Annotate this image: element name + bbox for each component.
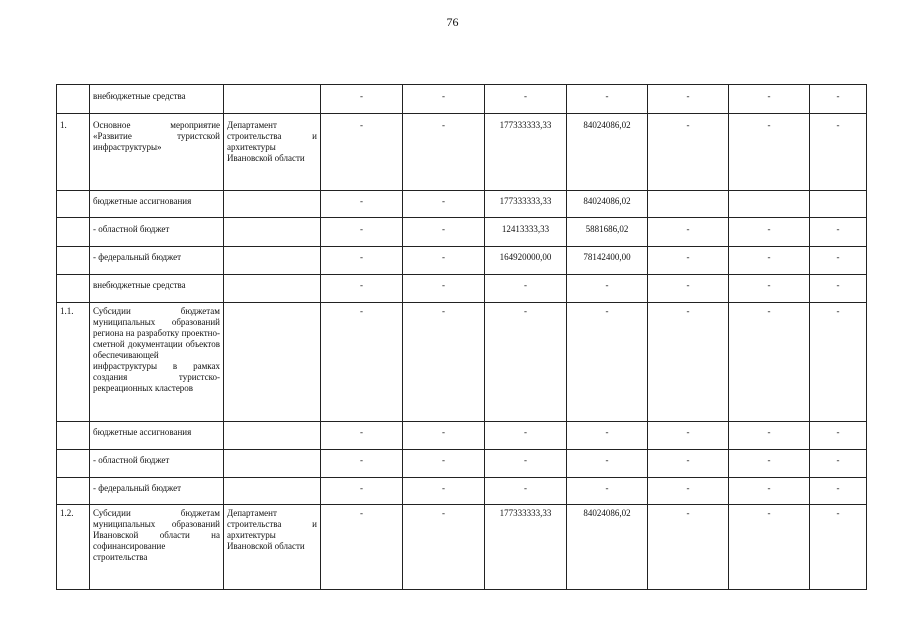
value-cell: - xyxy=(321,505,403,590)
table-row xyxy=(57,422,867,450)
row-name-cell: - федеральный бюджет xyxy=(90,478,224,505)
responsible-cell xyxy=(224,303,321,422)
value-cell: - xyxy=(648,450,729,478)
row-name-cell: Основное мероприятие «Развитие туристской инфраструктуры» xyxy=(90,114,224,191)
responsible-cell xyxy=(224,247,321,275)
value-cell: - xyxy=(567,422,648,450)
row-number-cell xyxy=(57,191,90,218)
row-number-cell xyxy=(57,275,90,303)
row-number-cell xyxy=(57,450,90,478)
responsible-cell xyxy=(224,191,321,218)
value-cell: 177333333,33 xyxy=(485,114,567,191)
row-number-cell xyxy=(57,85,90,114)
value-cell: - xyxy=(403,218,485,247)
table-row xyxy=(57,247,867,275)
responsible-cell xyxy=(224,218,321,247)
value-cell: - xyxy=(485,275,567,303)
responsible-cell: Департамент строительства и архитектуры Ивановской области xyxy=(224,114,321,191)
value-cell: - xyxy=(729,114,810,191)
value-cell: - xyxy=(729,218,810,247)
value-cell: - xyxy=(729,422,810,450)
table-row xyxy=(57,218,867,247)
value-cell: - xyxy=(403,450,485,478)
value-cell: - xyxy=(403,303,485,422)
responsible-cell xyxy=(224,85,321,114)
value-cell: - xyxy=(648,247,729,275)
value-cell xyxy=(810,191,867,218)
value-cell: - xyxy=(403,85,485,114)
value-cell: - xyxy=(403,275,485,303)
responsible-cell xyxy=(224,422,321,450)
value-cell: 84024086,02 xyxy=(567,114,648,191)
value-cell: - xyxy=(321,114,403,191)
value-cell: - xyxy=(648,478,729,505)
value-cell xyxy=(648,191,729,218)
value-cell: - xyxy=(810,114,867,191)
value-cell: - xyxy=(729,478,810,505)
value-cell: - xyxy=(321,218,403,247)
value-cell: - xyxy=(810,478,867,505)
value-cell: - xyxy=(810,303,867,422)
responsible-cell xyxy=(224,478,321,505)
value-cell: - xyxy=(648,422,729,450)
value-cell: - xyxy=(567,85,648,114)
row-name-cell: внебюджетные средства xyxy=(90,85,224,114)
row-number-cell xyxy=(57,478,90,505)
value-cell: - xyxy=(729,505,810,590)
value-cell: - xyxy=(648,275,729,303)
value-cell: - xyxy=(321,247,403,275)
value-cell: - xyxy=(648,114,729,191)
value-cell: - xyxy=(729,275,810,303)
row-name-cell: бюджетные ассигнования xyxy=(90,191,224,218)
value-cell: - xyxy=(403,505,485,590)
row-name-cell: Субсидии бюджетам муниципальных образований региона на разработку проектно-сметной документации объектов обеспечивающей инфраструктуры в рамках создания туристско-рекреационных кластеров xyxy=(90,303,224,422)
page-number: 76 xyxy=(446,15,459,29)
value-cell: 5881686,02 xyxy=(567,218,648,247)
responsible-cell xyxy=(224,450,321,478)
row-number-cell: 1. xyxy=(57,114,90,191)
value-cell: - xyxy=(729,247,810,275)
value-cell: - xyxy=(810,247,867,275)
row-name-cell: внебюджетные средства xyxy=(90,275,224,303)
value-cell: - xyxy=(403,247,485,275)
value-cell: - xyxy=(403,478,485,505)
value-cell: 84024086,02 xyxy=(567,191,648,218)
value-cell: - xyxy=(321,450,403,478)
row-name-cell: - федеральный бюджет xyxy=(90,247,224,275)
row-name-cell: Субсидии бюджетам муниципальных образований Ивановской области на софинансирование строительства xyxy=(90,505,224,590)
value-cell: - xyxy=(567,478,648,505)
value-cell: - xyxy=(567,275,648,303)
value-cell: - xyxy=(485,85,567,114)
value-cell: - xyxy=(729,450,810,478)
value-cell: - xyxy=(321,422,403,450)
value-cell: - xyxy=(321,303,403,422)
value-cell: - xyxy=(485,478,567,505)
table-row xyxy=(57,275,867,303)
value-cell: - xyxy=(403,191,485,218)
value-cell: - xyxy=(810,450,867,478)
table-row xyxy=(57,114,867,191)
row-name-cell: - областной бюджет xyxy=(90,450,224,478)
value-cell: - xyxy=(648,303,729,422)
value-cell: 177333333,33 xyxy=(485,505,567,590)
row-number-cell: 1.2. xyxy=(57,505,90,590)
value-cell: - xyxy=(810,275,867,303)
value-cell: 177333333,33 xyxy=(485,191,567,218)
value-cell: - xyxy=(648,85,729,114)
row-name-cell: - областной бюджет xyxy=(90,218,224,247)
row-number-cell xyxy=(57,422,90,450)
value-cell: - xyxy=(810,218,867,247)
value-cell: - xyxy=(810,422,867,450)
value-cell: - xyxy=(810,85,867,114)
table-row xyxy=(57,191,867,218)
value-cell: - xyxy=(648,505,729,590)
value-cell: - xyxy=(403,114,485,191)
responsible-cell: Департамент строительства и архитектуры Ивановской области xyxy=(224,505,321,590)
value-cell: - xyxy=(810,505,867,590)
value-cell: 84024086,02 xyxy=(567,505,648,590)
value-cell: - xyxy=(321,191,403,218)
row-number-cell: 1.1. xyxy=(57,303,90,422)
value-cell xyxy=(729,191,810,218)
value-cell: - xyxy=(485,422,567,450)
value-cell: - xyxy=(729,303,810,422)
value-cell: - xyxy=(567,303,648,422)
value-cell: - xyxy=(567,450,648,478)
row-name-cell: бюджетные ассигнования xyxy=(90,422,224,450)
table-row xyxy=(57,505,867,590)
value-cell: - xyxy=(321,85,403,114)
value-cell: - xyxy=(485,303,567,422)
row-number-cell xyxy=(57,247,90,275)
value-cell: - xyxy=(321,478,403,505)
value-cell: 78142400,00 xyxy=(567,247,648,275)
value-cell: - xyxy=(729,85,810,114)
value-cell: 12413333,33 xyxy=(485,218,567,247)
table-row xyxy=(57,450,867,478)
table-row xyxy=(57,478,867,505)
responsible-cell xyxy=(224,275,321,303)
table-row xyxy=(57,85,867,114)
budget-table xyxy=(56,84,867,590)
value-cell: 164920000,00 xyxy=(485,247,567,275)
table-row xyxy=(57,303,867,422)
value-cell: - xyxy=(321,275,403,303)
value-cell: - xyxy=(485,450,567,478)
value-cell: - xyxy=(648,218,729,247)
row-number-cell xyxy=(57,218,90,247)
value-cell: - xyxy=(403,422,485,450)
